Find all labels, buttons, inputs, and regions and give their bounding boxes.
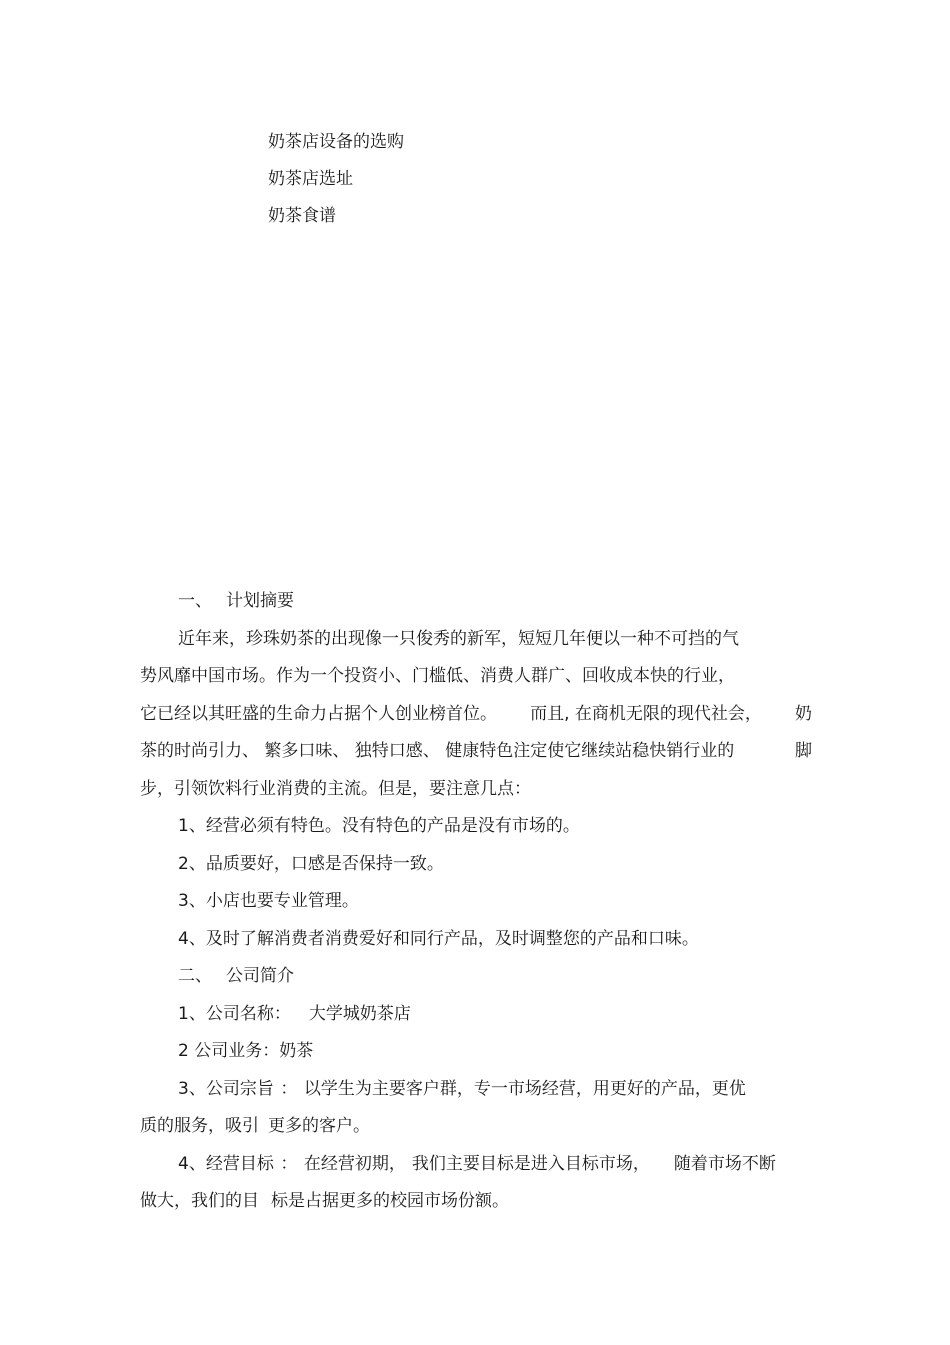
section-heading-company	[140, 958, 812, 996]
text-run: 随着市场不断	[673, 1153, 776, 1174]
text-run: 标是占据更多的校园市场份额。	[271, 1191, 509, 1211]
section-title: 公司简介	[226, 966, 294, 986]
text-run: 而且, 在商机无限的现代社会，	[530, 703, 762, 724]
list-item: 4、及时了解消费者消费爱好和同行产品，及时调整您的产品和口味。	[178, 928, 699, 949]
company-aim-label: 3、公司宗旨	[178, 1078, 274, 1099]
section-title: 计划摘要	[226, 591, 294, 611]
company-name-value: 大学城奶茶店	[308, 1003, 411, 1024]
toc-item: 奶茶店选址	[268, 169, 353, 189]
section-number: 一、	[178, 591, 212, 611]
list-item: 2、品质要好，口感是否保持一致。	[178, 853, 444, 874]
company-business-line: 2 公司业务：奶茶	[178, 1041, 314, 1061]
text-run: 做大，我们的目	[140, 1191, 259, 1211]
section-number: 二、	[178, 966, 212, 986]
company-aim-line	[140, 1071, 812, 1109]
list-item: 1、经营必须有特色。没有特色的产品是没有市场的。	[178, 816, 580, 836]
toc-item: 奶茶店设备的选购	[268, 132, 404, 152]
text-run: 更多的客户。	[268, 1116, 370, 1136]
text-run: 质的服务，吸引	[140, 1116, 259, 1136]
company-name-label: 1、公司名称：	[178, 1003, 291, 1024]
company-name-line	[140, 996, 812, 1034]
document-body	[140, 583, 812, 1221]
paragraph-line: 近年来，珍珠奶茶的出现像一只俊秀的新军，短短几年便以一种不可挡的气	[178, 628, 739, 649]
company-goal-line-continued	[140, 1183, 812, 1221]
text-run: 我们主要目标是进入目标市场，	[411, 1153, 650, 1174]
paragraph-line: 步，引领饮料行业消费的主流。但是，要注意几点：	[140, 778, 531, 799]
section-heading-summary	[140, 583, 812, 621]
toc-item: 奶茶食谱	[268, 206, 336, 226]
table-of-contents	[268, 124, 404, 235]
company-aim-line-continued	[140, 1108, 812, 1146]
text-run: 在经营初期，	[303, 1153, 406, 1174]
company-goal-line	[140, 1146, 812, 1184]
list-item: 3、小店也要专业管理。	[178, 891, 359, 911]
colon: ：	[280, 1153, 298, 1174]
paragraph-line: 势风靡中国市场。作为一个投资小、门槛低、消费人群广、回收成本快的行业，	[140, 666, 735, 686]
text-run: 茶的时尚引力、 繁多口味、 独特口感、 健康特色注定使它继续站稳快销行业的	[140, 741, 735, 761]
paragraph-line	[140, 733, 812, 771]
company-aim-text: 以学生为主要客户群，专一市场经营，用更好的产品，更优	[303, 1078, 746, 1099]
company-goal-label: 4、经营目标	[178, 1153, 274, 1174]
text-run: 它已经以其旺盛的生命力占据个人创业榜首位。	[140, 703, 497, 724]
text-run: 脚	[795, 741, 812, 761]
text-run: 奶	[795, 703, 812, 724]
paragraph-line	[140, 696, 812, 734]
colon: ：	[280, 1078, 298, 1099]
